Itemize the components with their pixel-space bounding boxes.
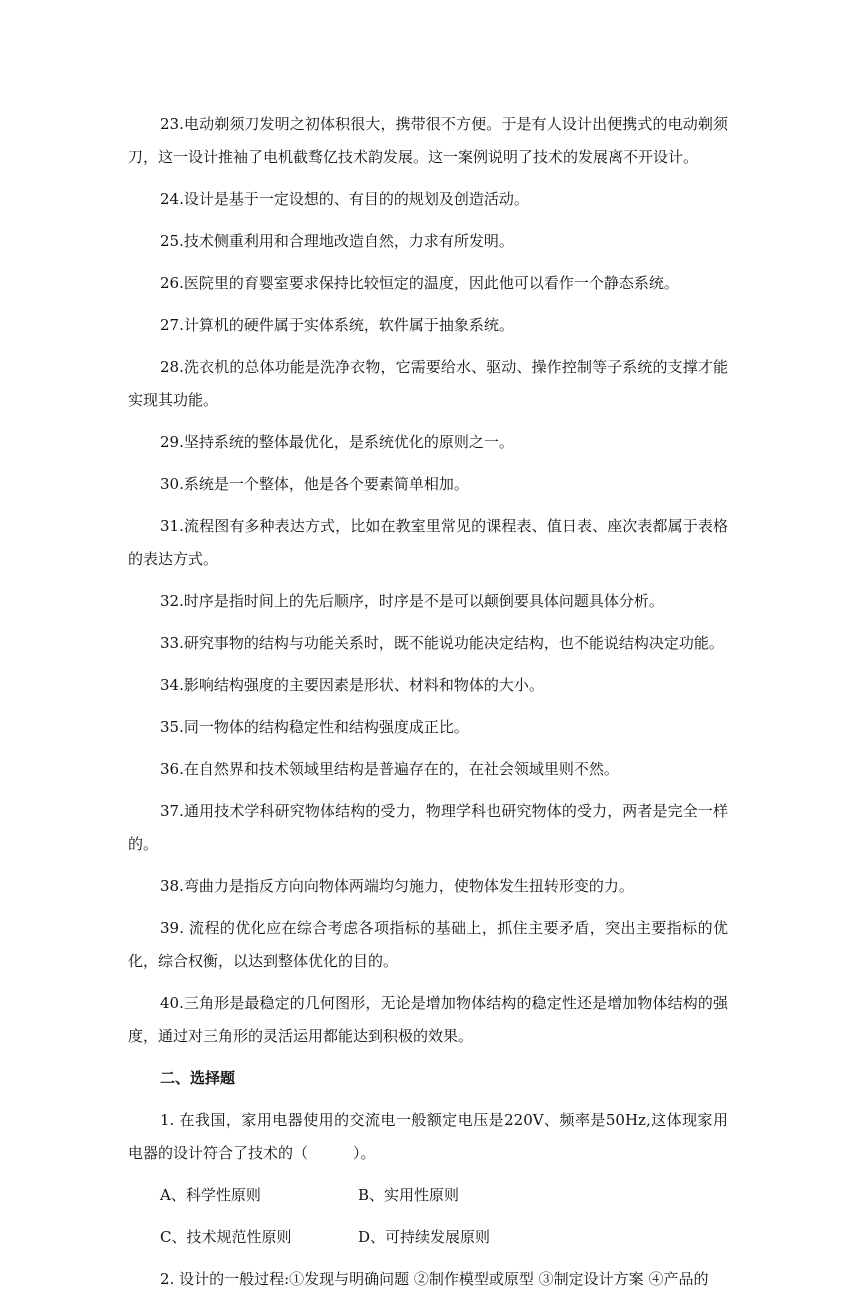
judgment-item-23: 23.电动剃须刀发明之初体积很大，携带很不方便。于是有人设计出便携式的电动剃须刀，这一设计推袖了电机截骛亿技术韵发展。这一案例说明了技术的发展离不开设计。 bbox=[128, 115, 728, 166]
judgment-item-25: 25.技术侧重利用和合理地改造自然，力求有所发明。 bbox=[160, 232, 514, 250]
judgment-item-38: 38.弯曲力是指反方向向物体两端均匀施力，使物体发生扭转形变的力。 bbox=[160, 877, 634, 895]
option-a: A、科学性原则 bbox=[160, 1186, 261, 1204]
question-2-stem: 2. 设计的一般过程:①发现与明确问题 ②制作模型或原型 ③制定设计方案 ④产品的 bbox=[160, 1270, 709, 1288]
judgment-item-35: 35.同一物体的结构稳定性和结构强度成正比。 bbox=[160, 718, 469, 736]
judgment-item-33: 33.研究事物的结构与功能关系时，既不能说功能决定结构，也不能说结构决定功能。 bbox=[160, 634, 724, 652]
judgment-item-37: 37.通用技术学科研究物体结构的受力，物理学科也研究物体的受力，两者是完全一样的。 bbox=[128, 802, 728, 853]
judgment-item-32: 32.时序是指时间上的先后顺序，时序是不是可以颠倒要具体问题具体分析。 bbox=[160, 592, 664, 610]
judgment-item-34: 34.影响结构强度的主要因素是形状、材料和物体的大小。 bbox=[160, 676, 544, 694]
judgment-item-40: 40.三角形是最稳定的几何图形，无论是增加物体结构的稳定性还是增加物体结构的强度，通过对三角形的灵活运用都能达到积极的效果。 bbox=[128, 994, 728, 1045]
option-d: D、可持续发展原则 bbox=[358, 1228, 491, 1246]
judgment-item-24: 24.设计是基于一定设想的、有目的的规划及创造活动。 bbox=[160, 190, 529, 208]
question-1-options-row-2 bbox=[128, 1221, 728, 1254]
judgment-item-39: 39. 流程的优化应在综合考虑各项指标的基础上，抓住主要矛盾，突出主要指标的优化，综合权衡，以达到整体优化的目的。 bbox=[128, 919, 728, 970]
judgment-item-27: 27.计算机的硬件属于实体系统，软件属于抽象系统。 bbox=[160, 316, 514, 334]
judgment-item-31: 31.流程图有多种表达方式，比如在教室里常见的课程表、值日表、座次表都属于表格的表达方式。 bbox=[128, 517, 728, 568]
judgment-item-26: 26.医院里的育婴室要求保持比较恒定的温度，因此他可以看作一个静态系统。 bbox=[160, 274, 679, 292]
judgment-item-36: 36.在自然界和技术领域里结构是普遍存在的，在社会领域里则不然。 bbox=[160, 760, 619, 778]
section-title: 二、选择题 bbox=[160, 1069, 236, 1087]
option-c: C、技术规范性原则 bbox=[160, 1228, 292, 1246]
question-1-options-row-1 bbox=[128, 1179, 728, 1212]
judgment-item-29: 29.坚持系统的整体最优化，是系统优化的原则之一。 bbox=[160, 433, 514, 451]
document-body bbox=[128, 108, 728, 1305]
judgment-item-30: 30.系统是一个整体，他是各个要素简单相加。 bbox=[160, 475, 469, 493]
option-b: B、实用性原则 bbox=[358, 1186, 460, 1204]
question-1-stem: 1. 在我国，家用电器使用的交流电一般额定电压是220V、频率是50Hz,这体现家用电器的设计符合了技术的（ ）。 bbox=[128, 1111, 728, 1162]
judgment-item-28: 28.洗衣机的总体功能是洗净衣物，它需要给水、驱动、操作控制等子系统的支撑才能实现其功能。 bbox=[128, 358, 728, 409]
